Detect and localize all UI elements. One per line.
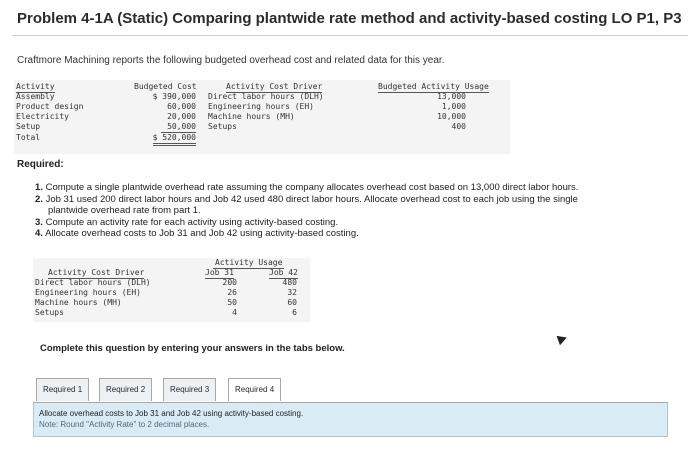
header-activity: Activity: [16, 82, 55, 91]
header-activity-cost-driver: Activity Cost Driver: [226, 82, 323, 91]
row-driver: Direct labor hours (DLH): [208, 92, 324, 101]
usage-row-job42: 480: [282, 278, 297, 287]
row-activity: Setup: [16, 122, 41, 131]
row-usage: 400: [451, 122, 466, 131]
requirements-list: [35, 182, 665, 240]
usage-row-job31: 50: [227, 298, 237, 307]
mouse-cursor-icon: [557, 333, 569, 345]
total-cost: $ 520,000: [153, 133, 196, 146]
row-activity: Assembly: [16, 92, 55, 101]
row-cost: 50,000: [161, 122, 196, 133]
usage-row-driver: Direct labor hours (DLH): [35, 278, 151, 287]
usage-row-job31: 4: [232, 308, 237, 317]
row-driver: Setups: [208, 122, 237, 131]
required-heading: Required:: [17, 159, 64, 170]
header-activity-usage: Activity Usage: [215, 258, 283, 267]
header-job-31: Job 31: [205, 268, 234, 277]
row-usage: 1,000: [441, 102, 466, 111]
tab-required-3[interactable]: Required 3: [163, 378, 216, 401]
row-driver: Machine hours (MH): [208, 112, 295, 121]
usage-row-driver: Engineering hours (EH): [35, 288, 141, 297]
header-activity-cost-driver: Activity Cost Driver: [48, 268, 145, 277]
row-cost: 60,000: [167, 102, 196, 111]
row-cost: $ 390,000: [152, 92, 196, 101]
row-usage: 13,000: [437, 92, 466, 101]
tab-required-4[interactable]: Required 4: [228, 378, 281, 401]
requirement-item: 2. Job 31 used 200 direct labor hours and Job 42 used 480 direct labor hours. Allocate overhead cost to each job using the single plantwide overhead rate from part 1.: [35, 193, 578, 216]
total-label: Total: [16, 133, 41, 142]
row-usage: 10,000: [437, 112, 466, 121]
requirement-item: 1. Compute a single plantwide overhead rate assuming the company allocates overhead cost based on 13,000 direct labor hours.: [35, 182, 579, 193]
requirement-item: 4. Allocate overhead costs to Job 31 and Job 42 using activity-based costing.: [35, 228, 359, 239]
tab-required-1[interactable]: Required 1: [36, 378, 89, 401]
header-budgeted-activity-usage: Budgeted Activity Usage: [378, 82, 489, 91]
usage-row-driver: Machine hours (MH): [35, 298, 122, 307]
intro-text: Craftmore Machining reports the following budgeted overhead cost and related data for this year.: [17, 55, 445, 66]
row-cost: 20,000: [167, 112, 196, 121]
header-job-42: Job 42: [269, 268, 298, 277]
usage-row-job42: 32: [287, 288, 297, 297]
complete-instruction: Complete this question by entering your answers in the tabs below.: [40, 343, 345, 354]
usage-row-job31: 200: [222, 278, 237, 287]
title-divider: [12, 35, 688, 36]
usage-row-job42: 6: [292, 308, 297, 317]
tab-required-2[interactable]: Required 2: [99, 378, 152, 401]
panel-note: Note: Round "Activity Rate" to 2 decimal places.: [39, 420, 210, 429]
tab-panel: [33, 403, 668, 437]
header-budgeted-cost: Budgeted Cost: [134, 82, 197, 91]
usage-row-job42: 60: [287, 298, 297, 307]
panel-instruction: Allocate overhead costs to Job 31 and Job 42 using activity-based costing.: [39, 409, 304, 418]
row-activity: Product design: [16, 102, 84, 111]
usage-row-driver: Setups: [35, 308, 64, 317]
requirement-item: 3. Compute an activity rate for each activity using activity-based costing.: [35, 216, 339, 228]
usage-row-job31: 26: [227, 288, 237, 297]
row-activity: Electricity: [16, 112, 69, 121]
row-driver: Engineering hours (EH): [208, 102, 314, 111]
problem-title: Problem 4-1A (Static) Comparing plantwide rate method and activity-based costing LO P1, P3: [17, 10, 682, 27]
